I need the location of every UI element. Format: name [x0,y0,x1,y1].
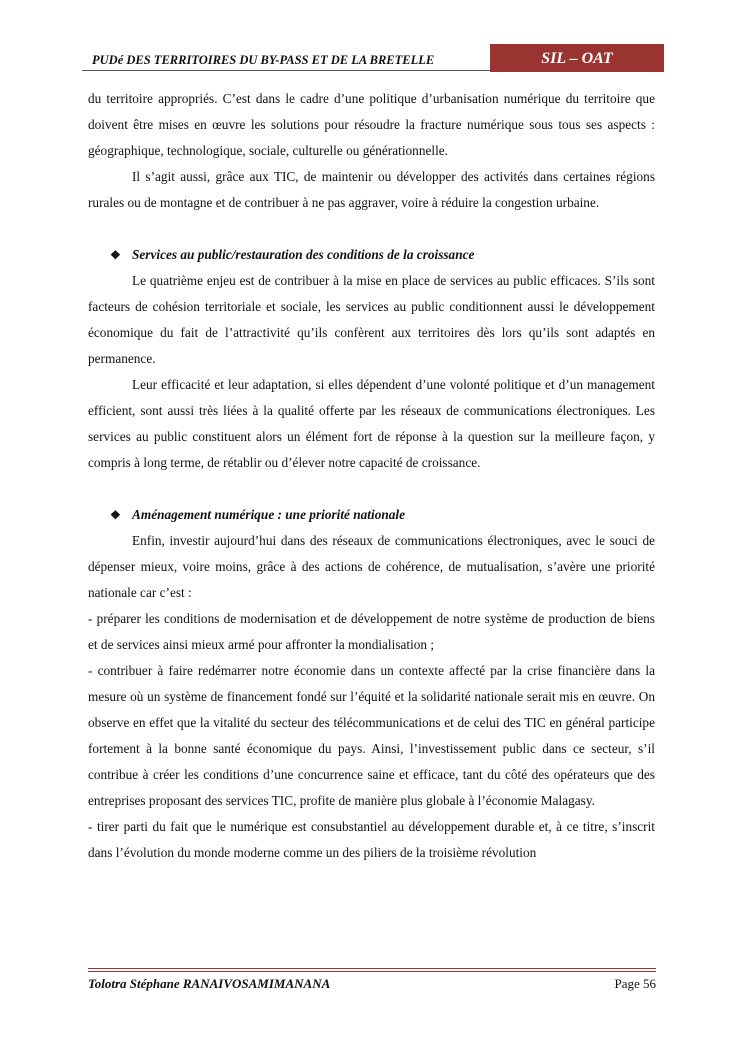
paragraph-1: du territoire appropriés. C’est dans le cadre d’une politique d’urbanisation numérique du territoire que doivent être mises en œuvre les solutions pour résoudre la fracture numérique sous tous ses aspects : géographique, technologique, sociale, culturelle ou générationnelle. [88,91,655,158]
footer-rule [88,968,656,969]
section-heading-1 [88,242,655,268]
section-heading-2-text: Aménagement numérique : une priorité nationale [132,507,405,522]
list-item-3: - tirer parti du fait que le numérique est consubstantiel au développement durable et, à ce titre, s’inscrit dans l’évolution du monde moderne comme un des piliers de la troisième révolution [88,819,655,860]
paragraph-3: Le quatrième enjeu est de contribuer à la mise en place de services au public efficaces. S’ils sont facteurs de cohésion territoriale et sociale, les services au public conditionnent aussi le développement économique du fait de l’attractivité qu’ils confèrent aux territoires dès lors qu’ils sont adaptés en permanence. [88,273,655,366]
list-item-2: - contribuer à faire redémarrer notre économie dans un contexte affecté par la crise financière dans la mesure où un système de financement fondé sur l’équité et la solidarité nationale serait mis en œuvre. On observe en effet que la vitalité du secteur des télécommunications et de celui des TIC en général participe fortement à la bonne santé économique du pays. Ainsi, l’investissement public dans ce secteur, s’il contribue à créer les conditions d’une concurrence saine et efficace, tant du côté des opérateurs que des entreprises proposant des services TIC, profite de manière plus globale à l’économie Malagasy. [88,663,655,808]
list-item-1: - préparer les conditions de modernisation et de développement de notre système de production de biens et de services ainsi mieux armé pour affronter la mondialisation ; [88,611,655,652]
paragraph-4: Leur efficacité et leur adaptation, si elles dépendent d’une volonté politique et d’un management efficient, sont aussi très liées à la qualité offerte par les réseaux de communications électroniques. Les services au public constituent alors un élément fort de réponse à la question sur la meilleure façon, y compris à long terme, de rétablir ou d’élever notre capacité de croissance. [88,377,655,470]
page-body [88,86,655,866]
diamond-bullet-icon: ❖ [110,248,121,262]
footer-rule [88,971,656,972]
diamond-bullet-icon: ❖ [110,508,121,522]
header-title: PUDé DES TERRITOIRES DU BY-PASS ET DE LA BRETELLE [92,53,435,67]
page-header [82,44,664,74]
spacer [88,216,655,242]
paragraph-2: Il s’agit aussi, grâce aux TIC, de maintenir ou développer des activités dans certaines régions rurales ou de montagne et de contribuer à ne pas aggraver, voire à réduire la congestion urbaine. [88,169,655,210]
header-rule [82,70,490,71]
footer-author: Tolotra Stéphane RANAIVOSAMIMANANA [88,976,331,991]
paragraph-5: Enfin, investir aujourd’hui dans des réseaux de communications électroniques, avec le souci de dépenser mieux, voire moins, grâce à des actions de cohérence, de mutualisation, s’avère une priorité nationale car c’est : [88,533,655,600]
section-heading-1-text: Services au public/restauration des conditions de la croissance [132,247,475,262]
page-number: Page 56 [614,976,656,991]
spacer [88,476,655,502]
header-badge: SIL – OAT [490,44,664,72]
section-heading-2 [88,502,655,528]
